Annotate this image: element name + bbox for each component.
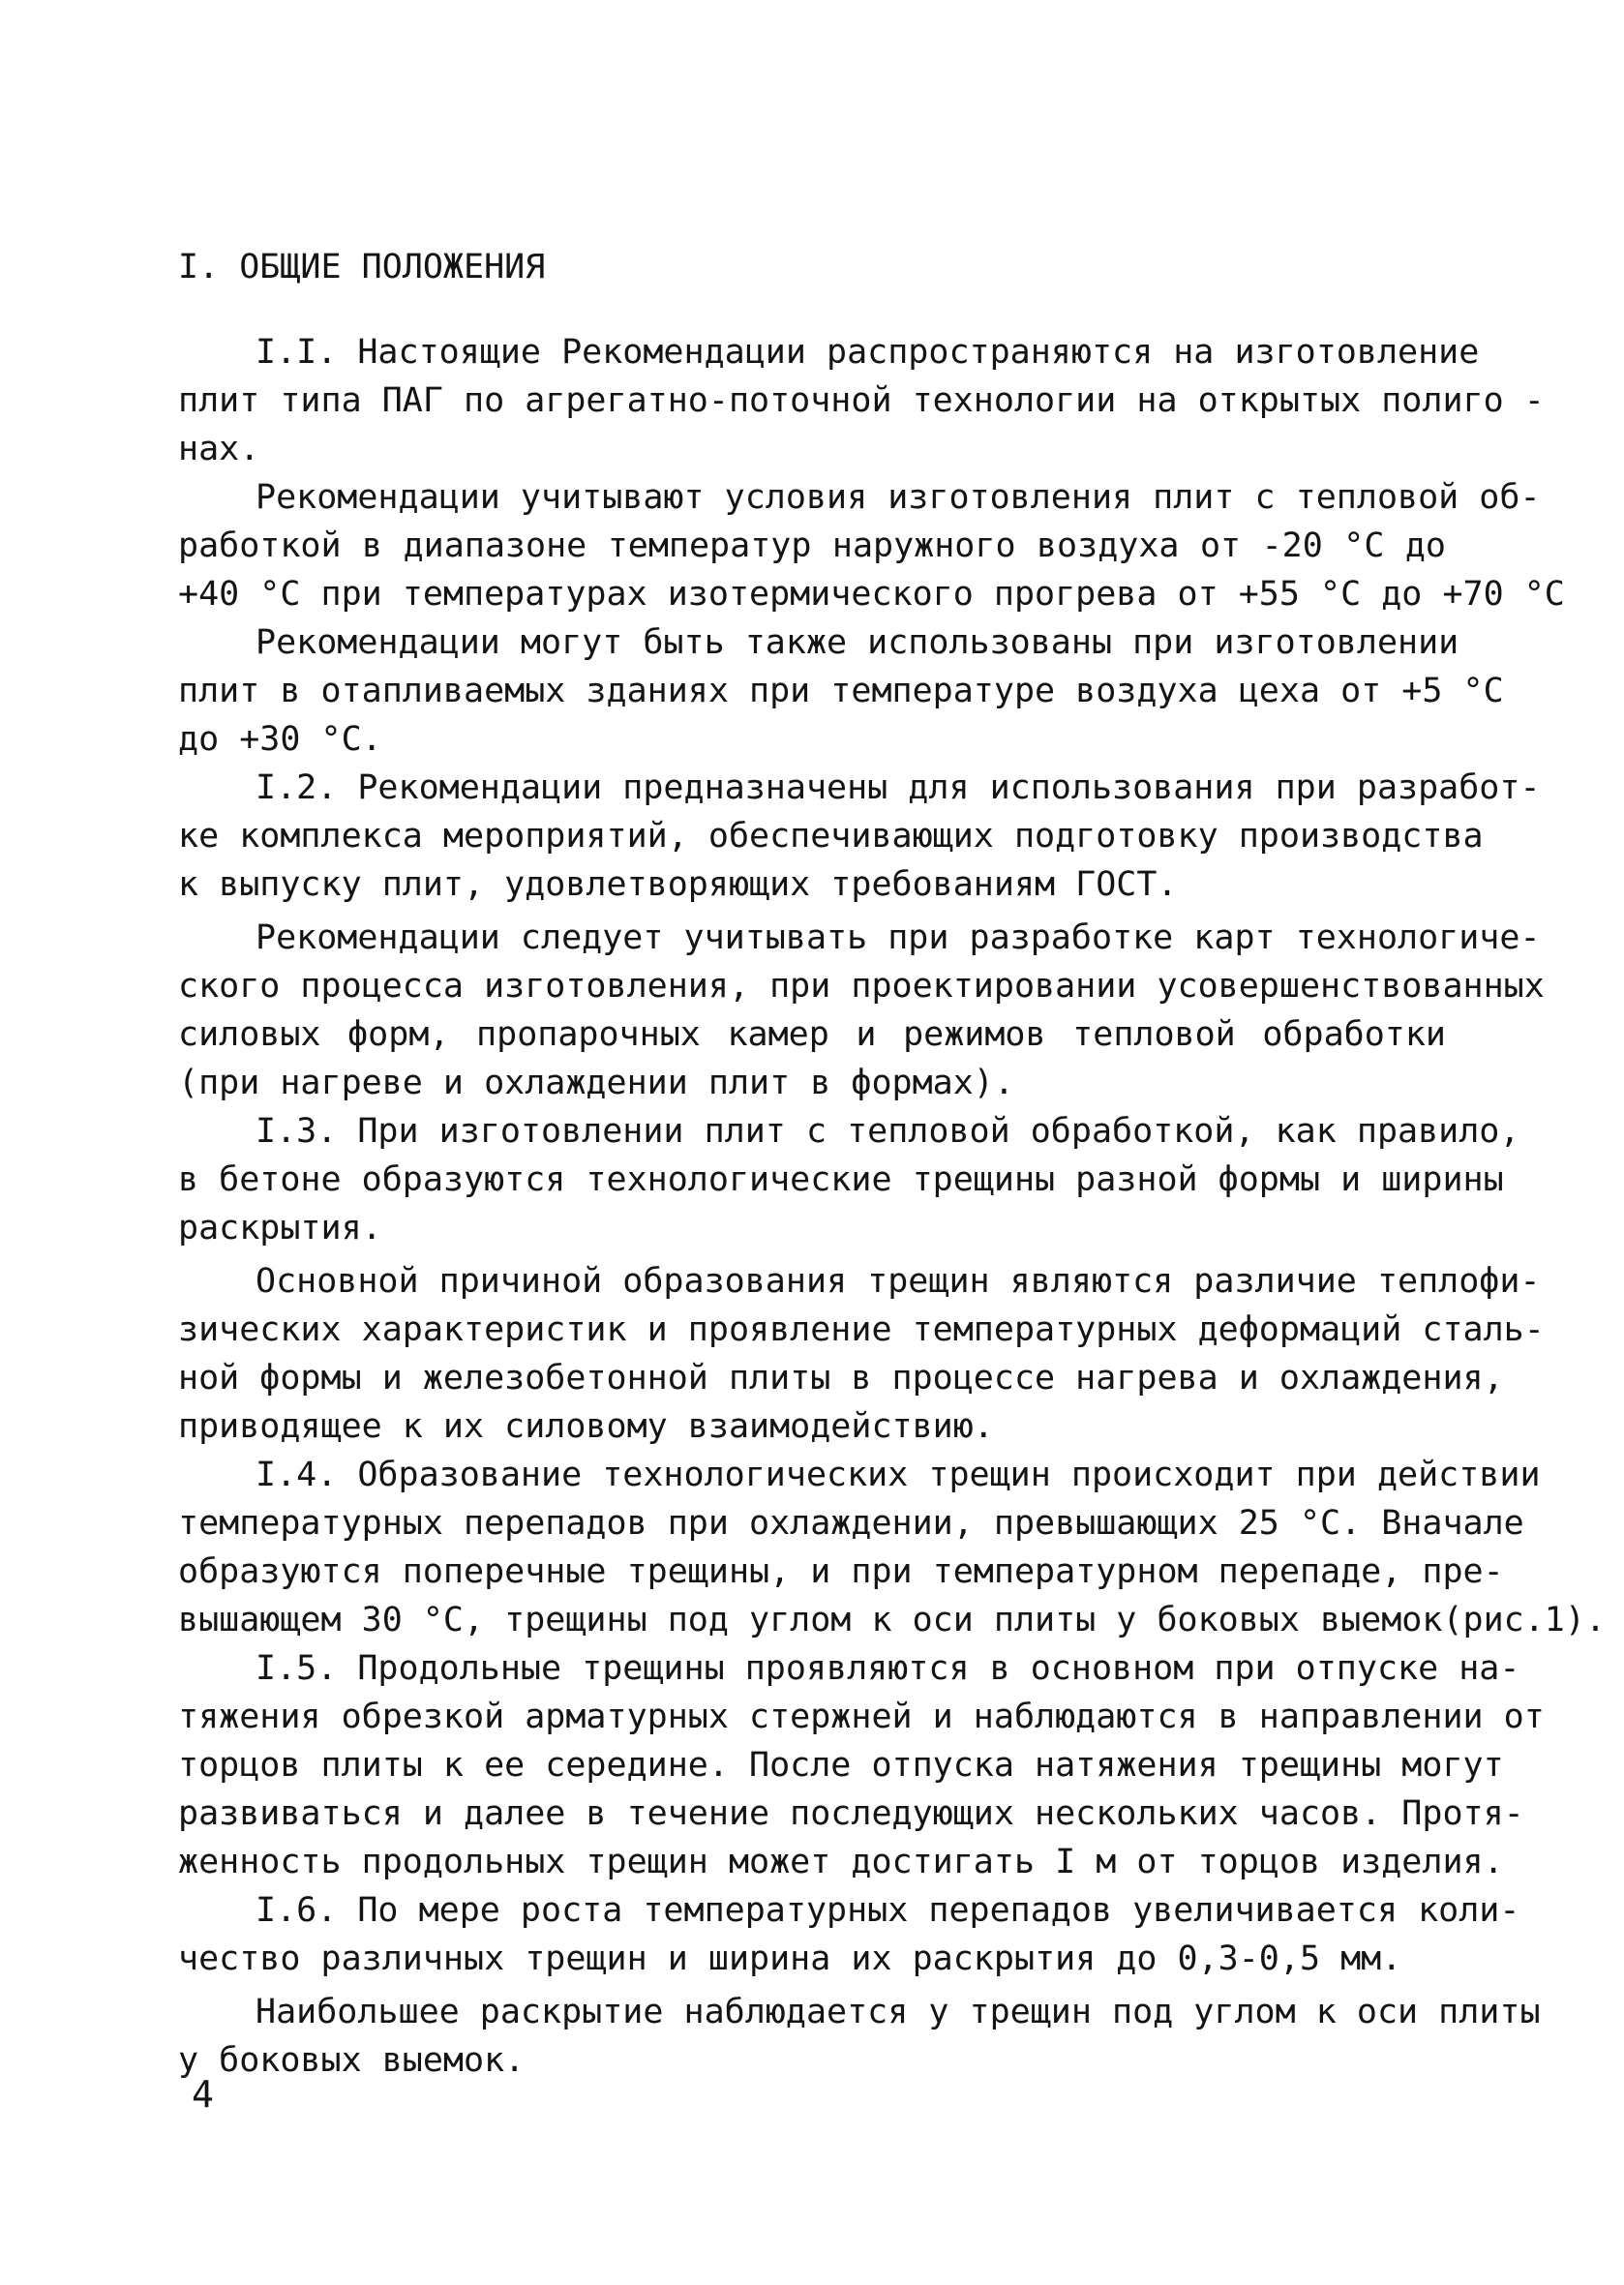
text-line: зических характеристик и проявление температурных деформаций сталь- bbox=[178, 1310, 1545, 1349]
page-number: 4 bbox=[192, 2073, 214, 2116]
text-line: ского процесса изготовления, при проектировании усовершенствованных bbox=[178, 967, 1545, 1006]
text-line: образуются поперечные трещины, и при температурном перепаде, пре- bbox=[178, 1552, 1504, 1591]
text-line: приводящее к их силовому взаимодействию. bbox=[178, 1407, 994, 1446]
text-line: плит в отапливаемых зданиях при температуре воздуха цеха от +5 °С bbox=[178, 672, 1504, 710]
text-line: плит типа ПАГ по агрегатно-поточной технологии на открытых полиго - bbox=[178, 381, 1545, 420]
text-line: (при нагреве и охлаждении плит в формах). bbox=[178, 1064, 1014, 1102]
text-line: в бетоне образуются технологические трещины разной формы и ширины bbox=[178, 1160, 1504, 1199]
text-line: вышающем 30 °С, трещины под углом к оси плиты у боковых выемок(рис.1). bbox=[178, 1601, 1607, 1639]
text-line: температурных перепадов при охлаждении, превышающих 25 °С. Вначале bbox=[178, 1504, 1524, 1543]
text-line: Основной причиной образования трещин являются различие теплофи- bbox=[256, 1262, 1541, 1301]
text-line: I.2. Рекомендации предназначены для использования при разработ- bbox=[256, 768, 1541, 807]
text-line: +40 °С при температурах изотермического прогрева от +55 °С до +70 °С bbox=[178, 575, 1565, 614]
text-line: I.I. Настоящие Рекомендации распространяются на изготовление bbox=[256, 333, 1480, 372]
text-line: I.3. При изготовлении плит с тепловой обработкой, как правило, bbox=[256, 1112, 1520, 1151]
text-line: силовых форм, пропарочных камер и режимов тепловой обработки bbox=[178, 1015, 1446, 1054]
text-line: ке комплекса мероприятий, обеспечивающих подготовку производства bbox=[178, 817, 1484, 856]
text-line: раскрытия. bbox=[178, 1209, 382, 1248]
text-line: I.5. Продольные трещины проявляются в основном при отпуске на- bbox=[256, 1649, 1520, 1688]
text-line: Рекомендации следует учитывать при разработке карт технологиче- bbox=[256, 918, 1541, 957]
text-line: у боковых выемок. bbox=[178, 2041, 526, 2080]
text-line: I.6. По мере роста температурных перепадов увеличивается коли- bbox=[256, 1891, 1520, 1930]
text-line: Наибольшее раскрытие наблюдается у трещин под углом к оси плиты bbox=[256, 1993, 1541, 2031]
text-line: Рекомендации учитывают условия изготовления плит с тепловой об- bbox=[256, 478, 1541, 517]
text-line: до +30 °С. bbox=[178, 720, 382, 759]
text-line: торцов плиты к ее середине. После отпуска натяжения трещины могут bbox=[178, 1746, 1504, 1785]
text-line: I.4. Образование технологических трещин происходит при действии bbox=[256, 1456, 1541, 1494]
text-line: тяжения обрезкой арматурных стержней и наблюдаются в направлении от bbox=[178, 1698, 1545, 1736]
text-line: ной формы и железобетонной плиты в процессе нагрева и охлаждения, bbox=[178, 1359, 1504, 1398]
text-line: женность продольных трещин может достигать I м от торцов изделия. bbox=[178, 1843, 1504, 1881]
text-line: Рекомендации могут быть также использованы при изготовлении bbox=[256, 623, 1459, 662]
text-line: чество различных трещин и ширина их раскрытия до 0,3-0,5 мм. bbox=[178, 1939, 1402, 1978]
text-line: развиваться и далее в течение последующих нескольких часов. Протя- bbox=[178, 1794, 1524, 1833]
text-line: к выпуску плит, удовлетворяющих требованиям ГОСТ. bbox=[178, 865, 1178, 904]
text-line: нах. bbox=[178, 430, 260, 468]
text-line: работкой в диапазоне температур наружного воздуха от -20 °С до bbox=[178, 526, 1446, 565]
section-title: I. ОБЩИЕ ПОЛОЖЕНИЯ bbox=[178, 248, 546, 286]
